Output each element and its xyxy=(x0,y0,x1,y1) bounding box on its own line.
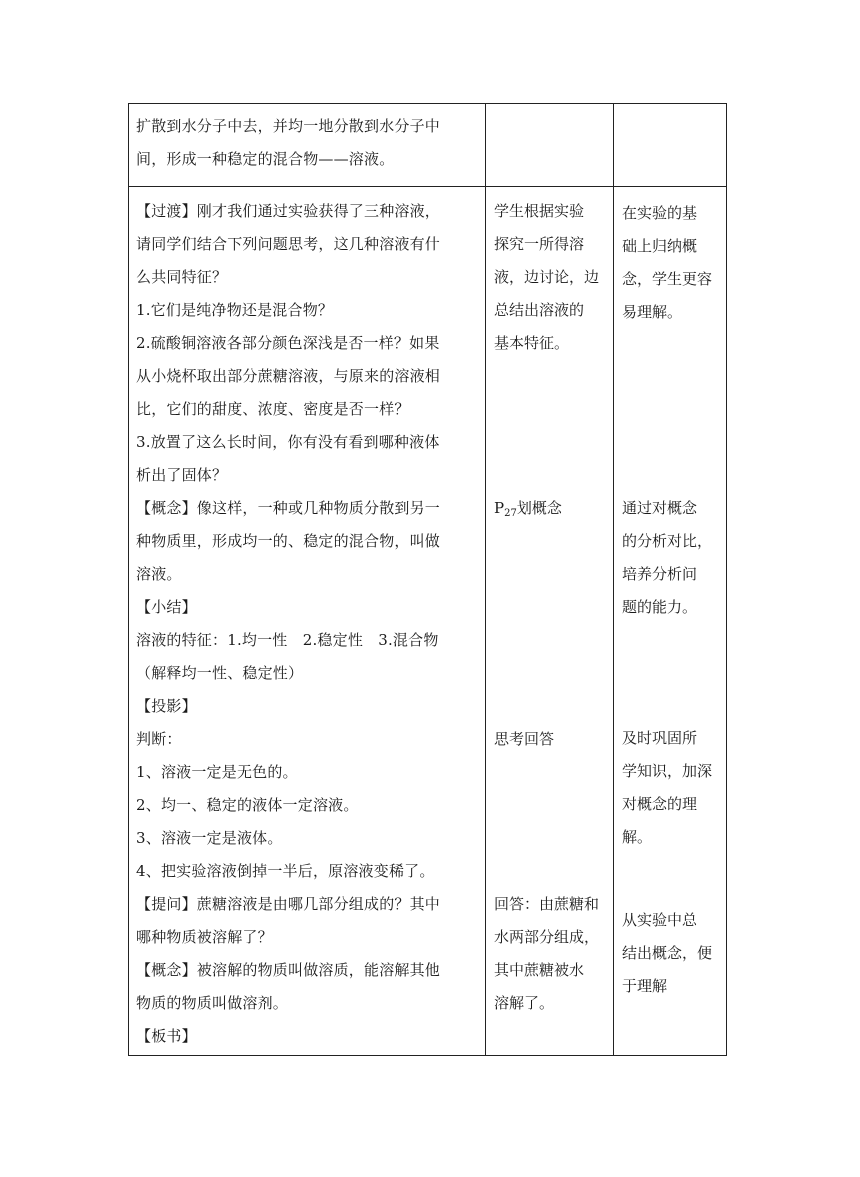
intent-line: 学知识，加深 xyxy=(622,762,713,780)
student-line: 水两部分组成， xyxy=(494,928,600,946)
content-line: 【小结】 xyxy=(136,598,197,616)
intent-group-2 xyxy=(622,492,724,624)
student-line: 思考回答 xyxy=(494,730,555,748)
content-line: 比，它们的甜度、浓度、密度是否一样？ xyxy=(136,400,410,418)
content-line: 1.它们是纯净物还是混合物？ xyxy=(136,301,334,319)
content-line: 3、溶液一定是液体。 xyxy=(136,829,283,847)
content-line: 【概念】像这样，一种或几种物质分散到另一 xyxy=(136,499,441,517)
content-line: 哪种物质被溶解了？ xyxy=(136,928,273,946)
content-line: 【投影】 xyxy=(136,697,197,715)
intent-cell xyxy=(613,187,728,1055)
student-line: 溶解了。 xyxy=(494,994,555,1012)
student-line: 基本特征。 xyxy=(494,334,570,352)
intent-line: 易理解。 xyxy=(622,303,683,321)
intent-line: 对概念的理 xyxy=(622,795,698,813)
intent-cell xyxy=(613,104,728,186)
content-line: （解释均一性、稳定性） xyxy=(136,664,304,682)
student-cell xyxy=(485,187,613,1055)
student-cell xyxy=(485,104,613,186)
student-group-answer xyxy=(494,723,608,756)
content-line: 溶液的特征：1.均一性 2.稳定性 3.混合物 xyxy=(136,631,439,649)
intent-line: 在实验的基 xyxy=(622,204,698,222)
content-line: 溶液。 xyxy=(136,565,182,583)
intent-line: 的分析对比， xyxy=(622,532,713,550)
content-cell xyxy=(129,104,485,186)
intent-group-1 xyxy=(622,197,724,329)
content-line: 【过渡】刚才我们通过实验获得了三种溶液， xyxy=(136,202,441,220)
intent-group-4 xyxy=(622,904,724,1003)
intent-line: 通过对概念 xyxy=(622,499,698,517)
lesson-table xyxy=(128,103,727,1056)
student-group-reply xyxy=(494,888,608,1020)
intent-line: 从实验中总 xyxy=(622,911,698,929)
intent-line: 题的能力。 xyxy=(622,598,698,616)
student-line: 其中蔗糖被水 xyxy=(494,961,585,979)
intent-group-3 xyxy=(622,722,724,854)
content-line: 【概念】被溶解的物质叫做溶质，能溶解其他 xyxy=(136,961,441,979)
intent-line: 及时巩固所 xyxy=(622,729,698,747)
content-line: 物质的物质叫做溶剂。 xyxy=(136,994,289,1012)
content-line: 么共同特征？ xyxy=(136,268,228,286)
content-cell xyxy=(129,187,485,1055)
student-line: 回答：由蔗糖和 xyxy=(494,895,600,913)
table-row xyxy=(128,187,727,1056)
content-line: 种物质里，形成均一的、稳定的混合物，叫做 xyxy=(136,532,441,550)
content-line: 间，形成一种稳定的混合物——溶液。 xyxy=(136,150,395,168)
intent-line: 解。 xyxy=(622,828,653,846)
content-line: 2、均一、稳定的液体一定溶液。 xyxy=(136,796,359,814)
content-line: 1、溶液一定是无色的。 xyxy=(136,763,298,781)
student-line: 学生根据实验 xyxy=(494,202,585,220)
content-line: 【板书】 xyxy=(136,1027,197,1045)
intent-line: 于理解 xyxy=(622,977,668,995)
content-line: 从小烧杯取出部分蔗糖溶液，与原来的溶液相 xyxy=(136,367,441,385)
intent-line: 培养分析问 xyxy=(622,565,698,583)
content-line: 【提问】蔗糖溶液是由哪几部分组成的？其中 xyxy=(136,895,441,913)
intent-line: 念，学生更容 xyxy=(622,270,713,288)
student-line-concept: $P_{27}$划概念 xyxy=(494,499,562,519)
table-row xyxy=(128,103,727,187)
content-line: 判断： xyxy=(136,730,182,748)
student-group-features xyxy=(494,195,608,360)
student-line: 总结出溶液的 xyxy=(494,301,585,319)
content-line: 4、把实验溶液倒掉一半后，原溶液变稀了。 xyxy=(136,862,435,880)
intent-line: 础上归纳概 xyxy=(622,237,698,255)
content-line: 2.硫酸铜溶液各部分颜色深浅是否一样？如果 xyxy=(136,334,440,352)
student-line: 探究一所得溶 xyxy=(494,235,585,253)
content-line: 析出了固体？ xyxy=(136,466,228,484)
content-line: 3.放置了这么长时间，你有没有看到哪种液体 xyxy=(136,433,440,451)
content-line: 扩散到水分子中去，并均一地分散到水分子中 xyxy=(136,117,441,135)
intent-line: 结出概念，便 xyxy=(622,944,713,962)
student-line: 液，边讨论，边 xyxy=(494,268,600,286)
content-line: 请同学们结合下列问题思考，这几种溶液有什 xyxy=(136,235,441,253)
